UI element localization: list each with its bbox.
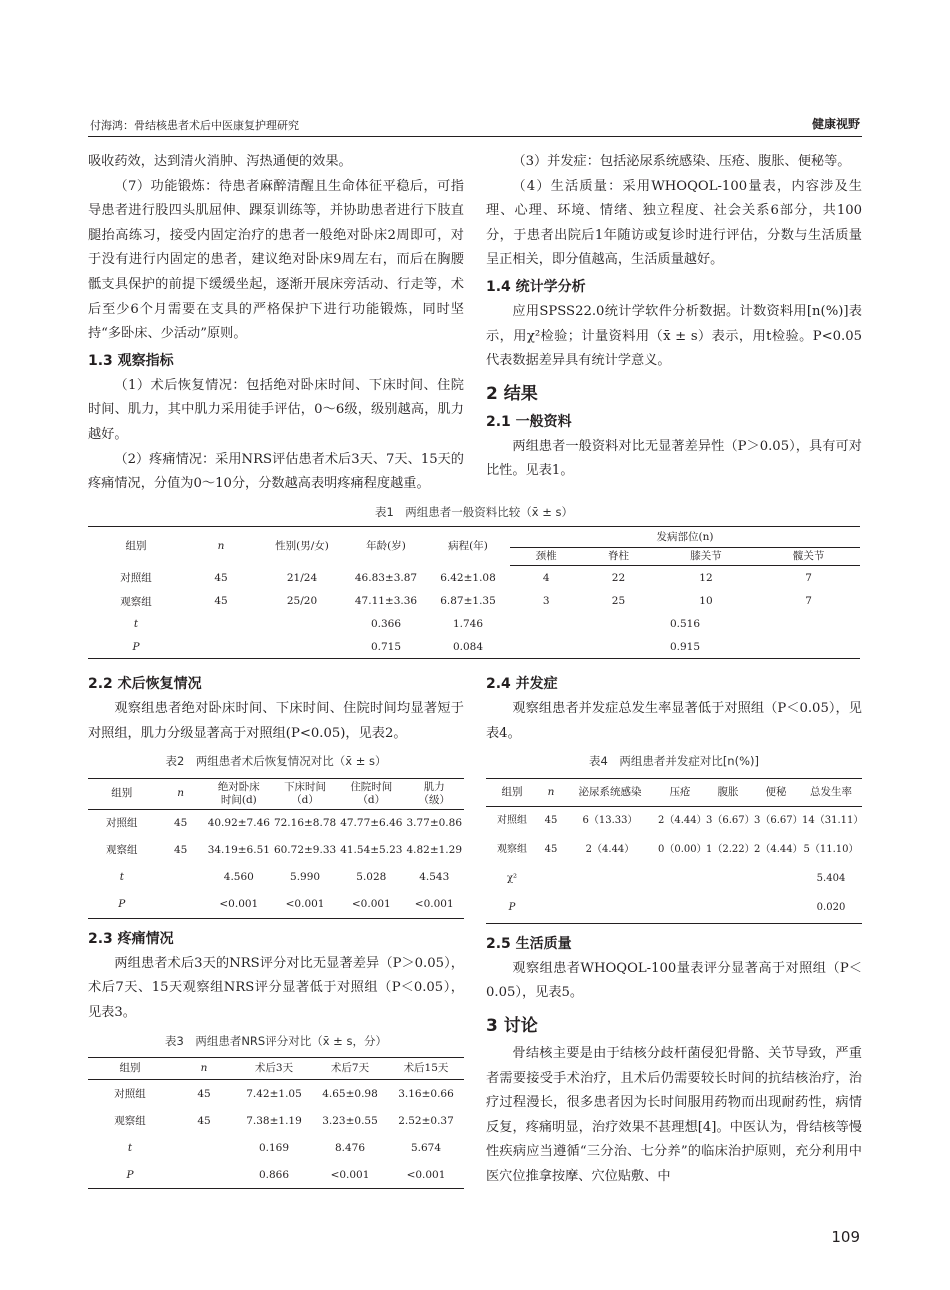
th-n: n (217, 539, 225, 552)
paragraph: 两组患者一般资料对比无显著差异性（P＞0.05），具有可对比性。见表1。 (486, 438, 862, 479)
table-row: 观察组 45 7.38±1.19 3.23±0.55 2.52±0.37 (114, 1114, 454, 1127)
cell: 对照组 (120, 572, 152, 584)
table-row: 对照组 45 7.42±1.05 4.65±0.98 3.16±0.66 (114, 1087, 454, 1100)
cell: 47.11±3.36 (354, 595, 418, 607)
th-col: 住院时间 （d） (338, 778, 404, 809)
paragraph: （7）功能锻炼：待患者麻醉清醒且生命体征平稳后，可指导患者进行股四头肌屈伸、踝泵训练等，并协助患者进行下肢直腿抬高练习，接受内固定治疗的患者一般绝对卧床2周即可，对于没有进行内固定的患者，建议绝对卧床9周左右，而后在胸腰骶支具保护的前提下缓缓坐起，逐渐开展床旁活动、行走等，术后至少6个月需要在支具的严格保护下进行功能锻炼，同时坚持“多卧床、少活动”原则。 (88, 178, 464, 342)
cell: 4 (542, 571, 550, 584)
table-3 (88, 1057, 464, 1189)
paragraph: （1）术后恢复情况：包括绝对卧床时间、下床时间、住院时间、肌力，其中肌力采用徒手评估，0～6级，级别越高，肌力越好。 (88, 377, 464, 442)
th-n: n (538, 778, 564, 806)
th-col: 术后15天 (388, 1058, 464, 1080)
table-row (88, 566, 860, 590)
th-site: 发病部位(n) (510, 527, 860, 548)
section-heading-2-3: 2.3 疼痛情况 (88, 930, 174, 947)
cell: 22 (611, 571, 626, 584)
cell: 0.915 (669, 640, 701, 653)
th-group: 组别 (88, 1058, 172, 1080)
cell: 0.366 (370, 618, 402, 630)
cell (184, 613, 258, 636)
section-heading-3: 3 讨论 (486, 1015, 538, 1036)
table-1-block (88, 504, 860, 659)
table-1 (88, 526, 860, 659)
table-row: χ² 5.404 (506, 873, 846, 885)
paragraph: 观察组患者WHOQOL-100量表评分显著高于对照组（P＜0.05），见表5。 (486, 960, 862, 1001)
section-heading-2-4: 2.4 并发症 (486, 676, 558, 692)
th-age: 年龄(岁) (366, 539, 406, 552)
th-site-3: 膝关节 (655, 548, 758, 566)
table-row: P <0.001 <0.001 <0.001 <0.001 (118, 898, 454, 911)
paragraph: 骨结核主要是由于结核分歧杆菌侵犯骨骼、关节导致，严重者需要接受手术治疗，且术后仍需要较长时间的抗结核治疗，治疗过程漫长，很多患者因为长时间服用药物而出现耐药性，病情反复，疼痛明显，治疗效果不甚理想[4]。中医认为，骨结核等慢性疾病应当遵循“三分治、七分养”的临床治护原则，充分利用中医穴位推拿按摩、穴位贴敷、中 (486, 1045, 862, 1184)
th-col: 肌力 （级） (404, 778, 464, 809)
th-col: 术后7天 (312, 1058, 388, 1080)
table-row: 观察组 45 2（4.44） 0（0.00） 1（2.22） 2（4.44） 5（11.10） (497, 844, 859, 856)
cell: t (133, 618, 139, 630)
th-col: 泌尿系统感染 (564, 778, 656, 806)
th-col: 绝对卧床 时间(d) (206, 778, 272, 809)
page-number: 109 (831, 1228, 860, 1246)
table-1-caption: 表1 两组患者一般资料比较（x̄ ± s） (374, 505, 574, 519)
cell: 3 (542, 595, 550, 607)
cell: 0.715 (370, 640, 402, 653)
table-row: P 0.020 (508, 902, 846, 914)
cell: 46.83±3.87 (354, 571, 418, 584)
cell: 1.746 (452, 618, 484, 630)
cell: 25/20 (286, 595, 318, 607)
section-heading-2-5: 2.5 生活质量 (486, 935, 572, 952)
cell (258, 613, 346, 636)
cell (184, 636, 258, 659)
paragraph: 两组患者术后3天的NRS评分对比无显著差异（P＞0.05），术后7天、15天观察组NRS评分显著低于对照组（P＜0.05），见表3。 (88, 955, 464, 1020)
table-2 (88, 778, 464, 919)
cell: 12 (699, 571, 713, 584)
running-header-title: 付海鸿：骨结核患者术后中医康复护理研究 (90, 119, 299, 132)
th-n: n (172, 1058, 236, 1080)
th-col: 压疮 (656, 778, 704, 806)
table-2-caption: 表2 两组患者术后恢复情况对比（x̄ ± s） (165, 754, 387, 769)
table-row: P 0.866 <0.001 <0.001 (126, 1168, 446, 1181)
section-heading-1-3: 1.3 观察指标 (88, 352, 174, 369)
cell: 45 (214, 571, 228, 584)
cell: 25 (611, 595, 626, 607)
cell: P (132, 640, 140, 653)
table-row: t 0.169 8.476 5.674 (127, 1141, 442, 1154)
top-left-column (88, 150, 464, 497)
cell: 10 (699, 595, 713, 607)
cell: 观察组 (120, 595, 152, 608)
th-col: 便秘 (752, 778, 800, 806)
table-row: t 4.560 5.990 5.028 4.543 (119, 871, 450, 884)
paragraph: （2）疼痛情况：采用NRS评估患者术后3天、7天、15天的疼痛情况，分值为0～10分，分数越高表明疼痛程度越重。 (88, 451, 464, 492)
section-heading-2-1: 2.1 一般资料 (486, 413, 572, 430)
th-group: 组别 (125, 539, 147, 552)
cell: 7 (805, 595, 812, 607)
cell: 6.42±1.08 (440, 571, 496, 584)
paragraph: （4）生活质量：采用WHOQOL-100量表，内容涉及生理、心理、环境、情绪、独立程度、社会关系6部分，共100分，于患者出院后1年随访或复诊时进行评估，分数与生活质量呈正相关，即分值越高，生活质量越好。 (486, 178, 862, 268)
th-sex: 性别(男/女) (275, 539, 329, 552)
cell: 0.084 (452, 640, 484, 653)
bottom-left-column (88, 672, 464, 1189)
paragraph: 观察组患者绝对卧床时间、下床时间、住院时间均显著短于对照组，肌力分级显著高于对照组(P<0.05)，见表2。 (88, 701, 464, 741)
paragraph: 应用SPSS22.0统计学软件分析数据。计数资料用[n(%)]表示，用χ²检验；计量资料用（x̄ ± s）表示，用t检验。P<0.05代表数据差异具有统计学意义。 (486, 303, 862, 369)
cell: 6.87±1.35 (440, 595, 496, 607)
cell: 21/24 (286, 571, 318, 584)
table-row: 对照组 45 6（13.33） 2（4.44） 3（6.67） 3（6.67） 14（31.11） (497, 815, 864, 827)
paragraph: 吸收药效，达到清火消肿、泻热通便的效果。 (88, 154, 352, 169)
paragraph: （3）并发症：包括泌尿系统感染、压疮、腹胀、便秘等。 (512, 154, 851, 169)
top-right-column (486, 150, 862, 484)
table-row: 对照组 45 40.92±7.46 72.16±8.78 47.77±6.46 3.77±0.86 (106, 817, 462, 830)
table-row: 观察组 45 34.19±6.51 60.72±9.33 41.54±5.23 4.82±1.29 (106, 844, 462, 857)
th-site-2: 脊柱 (582, 548, 654, 566)
th-site-1: 颈椎 (510, 548, 582, 566)
th-col: 总发生率 (800, 778, 862, 806)
th-col: 术后3天 (236, 1058, 312, 1080)
paragraph: 观察组患者并发症总发生率显著低于对照组（P＜0.05），见表4。 (486, 701, 862, 741)
section-heading-2-2: 2.2 术后恢复情况 (88, 676, 202, 692)
th-course: 病程(年) (448, 539, 488, 552)
table-3-caption: 表3 两组患者NRS评分对比（x̄ ± s，分） (165, 1033, 387, 1048)
th-col: 腹胀 (704, 778, 752, 806)
cell (258, 636, 346, 659)
th-n: n (156, 778, 206, 809)
cell: 0.516 (669, 618, 701, 630)
bottom-right-column (486, 672, 862, 1190)
th-site-4: 髋关节 (757, 548, 860, 566)
cell: 7 (805, 571, 812, 584)
section-heading-2: 2 结果 (486, 383, 538, 404)
running-header-journal: 健康视野 (811, 117, 860, 131)
header-rule (88, 136, 862, 137)
table-4 (486, 778, 862, 924)
th-group: 组别 (486, 778, 538, 806)
table-row (88, 590, 860, 613)
th-col: 下床时间 （d） (272, 778, 338, 809)
cell: 45 (214, 595, 228, 607)
table-4-caption: 表4 两组患者并发症对比[n(%)] (589, 754, 759, 769)
th-group: 组别 (88, 778, 156, 809)
table-row (88, 636, 860, 659)
section-heading-1-4: 1.4 统计学分析 (486, 278, 586, 295)
table-row (88, 613, 860, 636)
